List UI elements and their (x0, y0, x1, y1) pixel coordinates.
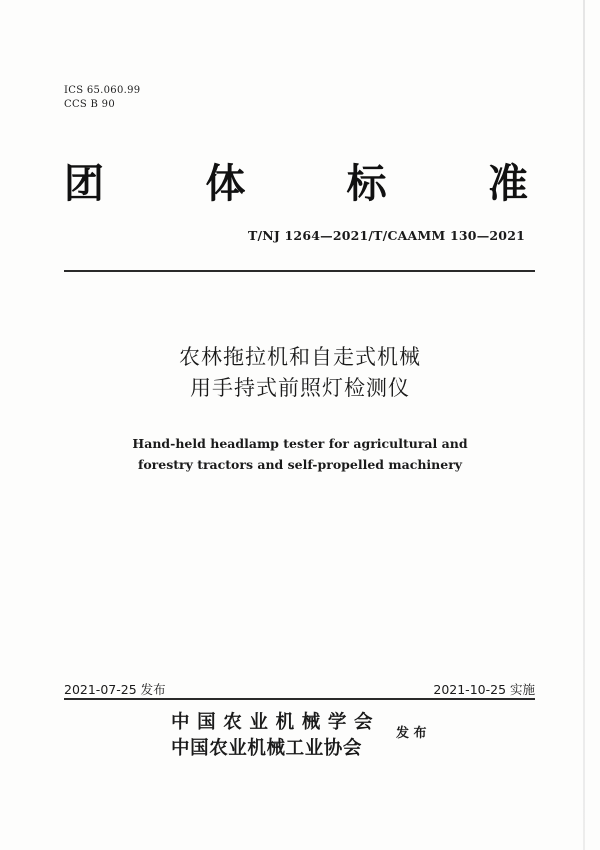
ics-code: ICS 65.060.99 (64, 85, 141, 96)
classification-codes (64, 84, 140, 112)
publisher-2: 中国农业机械工业协会 (171, 738, 363, 759)
ccs-code: CCS B 90 (64, 99, 115, 110)
chinese-title-line-2: 用手持式前照灯检测仪 (190, 376, 410, 400)
scan-edge-line (583, 0, 585, 850)
issue-date: 2021-07-25 发布 (64, 682, 166, 697)
english-title-line-1: Hand-held headlamp tester for agricultural and (132, 436, 468, 451)
heading-char-3: 标 (346, 161, 387, 207)
chinese-title (0, 342, 600, 404)
heading-char-2: 体 (205, 161, 246, 207)
heading-char-1: 团 (64, 161, 104, 207)
document-type-heading (64, 160, 528, 208)
bottom-divider (64, 698, 535, 700)
heading-char-4: 准 (487, 161, 528, 207)
english-title (0, 433, 600, 475)
publisher-1: 中 国 农 业 机 械 学 会 (171, 712, 374, 733)
standard-number: T/NJ 1264—2021/T/CAAMM 130—2021 (247, 228, 525, 243)
implementation-date: 2021-10-25 实施 (433, 682, 535, 697)
publish-label: 发 布 (396, 726, 427, 741)
english-title-line-2: forestry tractors and self-propelled machinery (137, 457, 463, 472)
top-divider (64, 270, 535, 272)
chinese-title-line-1: 农林拖拉机和自走式机械 (179, 345, 421, 369)
publisher-names (171, 710, 373, 762)
